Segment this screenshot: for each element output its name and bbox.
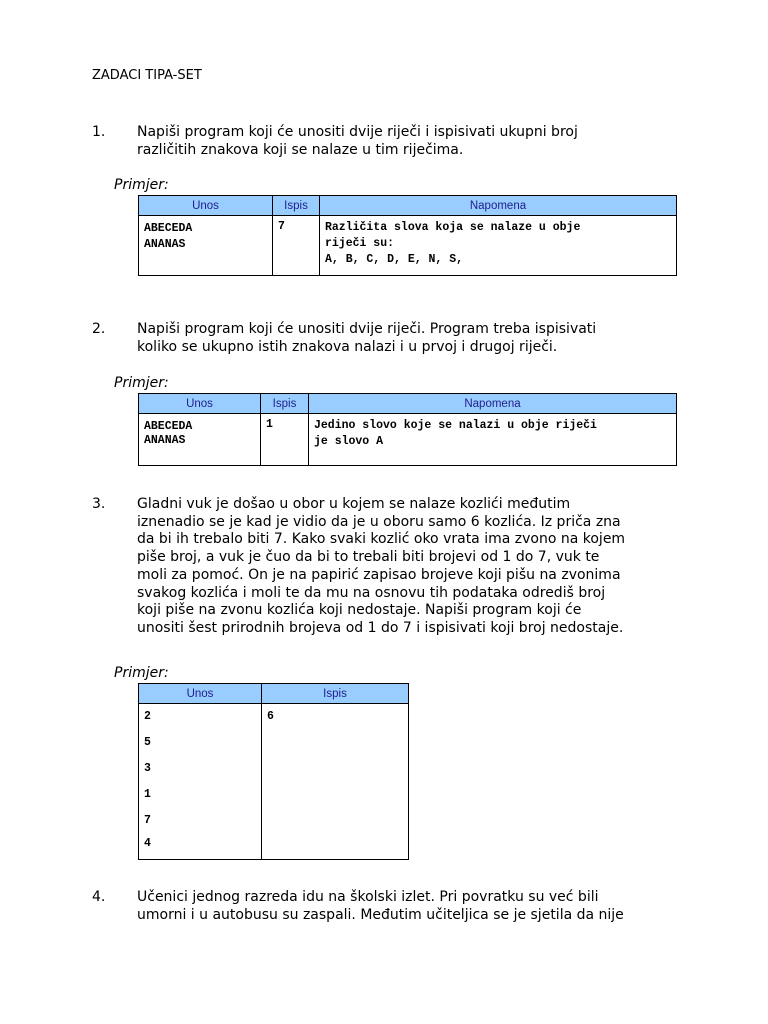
task-3-example-label: Primjer: bbox=[114, 665, 169, 681]
header-unos: Unos bbox=[139, 684, 262, 704]
task-3-line-6: svakog kozlića i moli te da mu na osnovu tih podataka odrediš broj bbox=[137, 584, 606, 601]
header-ispis: Ispis bbox=[273, 196, 320, 216]
note-line: Različita slova koja se nalaze u obje bbox=[325, 221, 581, 234]
task-1-example-label: Primjer: bbox=[114, 177, 169, 193]
note-cell bbox=[320, 216, 677, 276]
note-cell bbox=[309, 414, 677, 466]
header-napomena: Napomena bbox=[309, 394, 677, 414]
note-line: Jedino slovo koje se nalazi u obje riječi bbox=[314, 419, 597, 432]
input-cell bbox=[139, 704, 262, 860]
task-4-text bbox=[137, 889, 676, 924]
task-3-line-1: Gladni vuk je došao u obor u kojem se nalaze kozlići međutim bbox=[137, 496, 571, 512]
task-3-line-2: iznenadio se je kad je vidio da je u oboru samo 6 kozlića. Iz priča zna bbox=[137, 513, 621, 530]
output-value: 6 bbox=[267, 710, 274, 723]
task-1-text bbox=[137, 124, 676, 159]
task-3-line-8: unositi šest prirodnih brojeva od 1 do 7 i ispisivati koji broj nedostaje. bbox=[137, 619, 624, 636]
task-3-line-7: koji piše na zvonu kozlića koji nedostaje. Napiši program koji će bbox=[137, 602, 582, 619]
task-3-line-4: piše broj, a vuk je čuo da bi to trebali biti brojevi od 1 do 7, vuk te bbox=[137, 549, 600, 566]
task-1-example-table bbox=[138, 195, 677, 276]
task-3-line-3: da bi ih trebalo biti 7. Kako svaki kozlić oko vrata ima zvono na kojem bbox=[137, 531, 626, 548]
input-line: 3 bbox=[144, 762, 151, 775]
input-cell bbox=[139, 216, 273, 276]
task-1-line-2: različitih znakova koji se nalaze u tim riječima. bbox=[137, 141, 464, 158]
task-2-text bbox=[137, 321, 676, 356]
input-line: 7 bbox=[144, 814, 151, 827]
output-cell bbox=[261, 414, 309, 466]
task-4-line-1: Učenici jednog razreda idu na školski izlet. Pri povratku su već bili bbox=[137, 889, 599, 905]
task-3-line-5: moli za pomoć. On je na papirić zapisao brojeve koji pišu na zvonima bbox=[137, 566, 621, 583]
task-2-example-table bbox=[138, 393, 677, 466]
task-3-text bbox=[137, 496, 676, 638]
task-2-line-1: Napiši program koji će unositi dvije riječi. Program treba ispisivati bbox=[137, 321, 597, 337]
input-line: ANANAS bbox=[144, 434, 186, 447]
task-2-example-label: Primjer: bbox=[114, 375, 169, 391]
output-cell bbox=[273, 216, 320, 276]
input-line: ABECEDA bbox=[144, 420, 193, 433]
task-4-line-2: umorni i u autobusu su zaspali. Međutim učiteljica se je sjetila da nije bbox=[137, 906, 624, 923]
task-4-number: 4. bbox=[92, 889, 106, 905]
task-1-number: 1. bbox=[92, 124, 106, 140]
task-3-example-table bbox=[138, 683, 409, 860]
input-line: 1 bbox=[144, 788, 151, 801]
input-line: 2 bbox=[144, 710, 151, 723]
header-ispis: Ispis bbox=[262, 684, 409, 704]
input-line: 5 bbox=[144, 736, 151, 749]
note-line: A, B, C, D, E, N, S, bbox=[325, 253, 464, 266]
task-2-number: 2. bbox=[92, 321, 106, 337]
task-2-line-2: koliko se ukupno istih znakova nalazi i u prvoj i drugoj riječi. bbox=[137, 338, 558, 355]
note-line: je slovo A bbox=[314, 435, 384, 448]
header-ispis: Ispis bbox=[261, 394, 309, 414]
output-value: 1 bbox=[266, 418, 273, 431]
note-line: riječi su: bbox=[325, 237, 395, 250]
input-line: ABECEDA bbox=[144, 222, 193, 235]
document-title: ZADACI TIPA-SET bbox=[92, 68, 202, 83]
output-cell bbox=[262, 704, 409, 860]
input-cell bbox=[139, 414, 261, 466]
input-line: 4 bbox=[144, 837, 151, 850]
header-unos: Unos bbox=[139, 196, 273, 216]
task-3-number: 3. bbox=[92, 496, 106, 512]
input-line: ANANAS bbox=[144, 238, 186, 251]
header-unos: Unos bbox=[139, 394, 261, 414]
task-1-line-1: Napiši program koji će unositi dvije riječi i ispisivati ukupni broj bbox=[137, 124, 578, 140]
header-napomena: Napomena bbox=[320, 196, 677, 216]
output-value: 7 bbox=[278, 220, 285, 233]
